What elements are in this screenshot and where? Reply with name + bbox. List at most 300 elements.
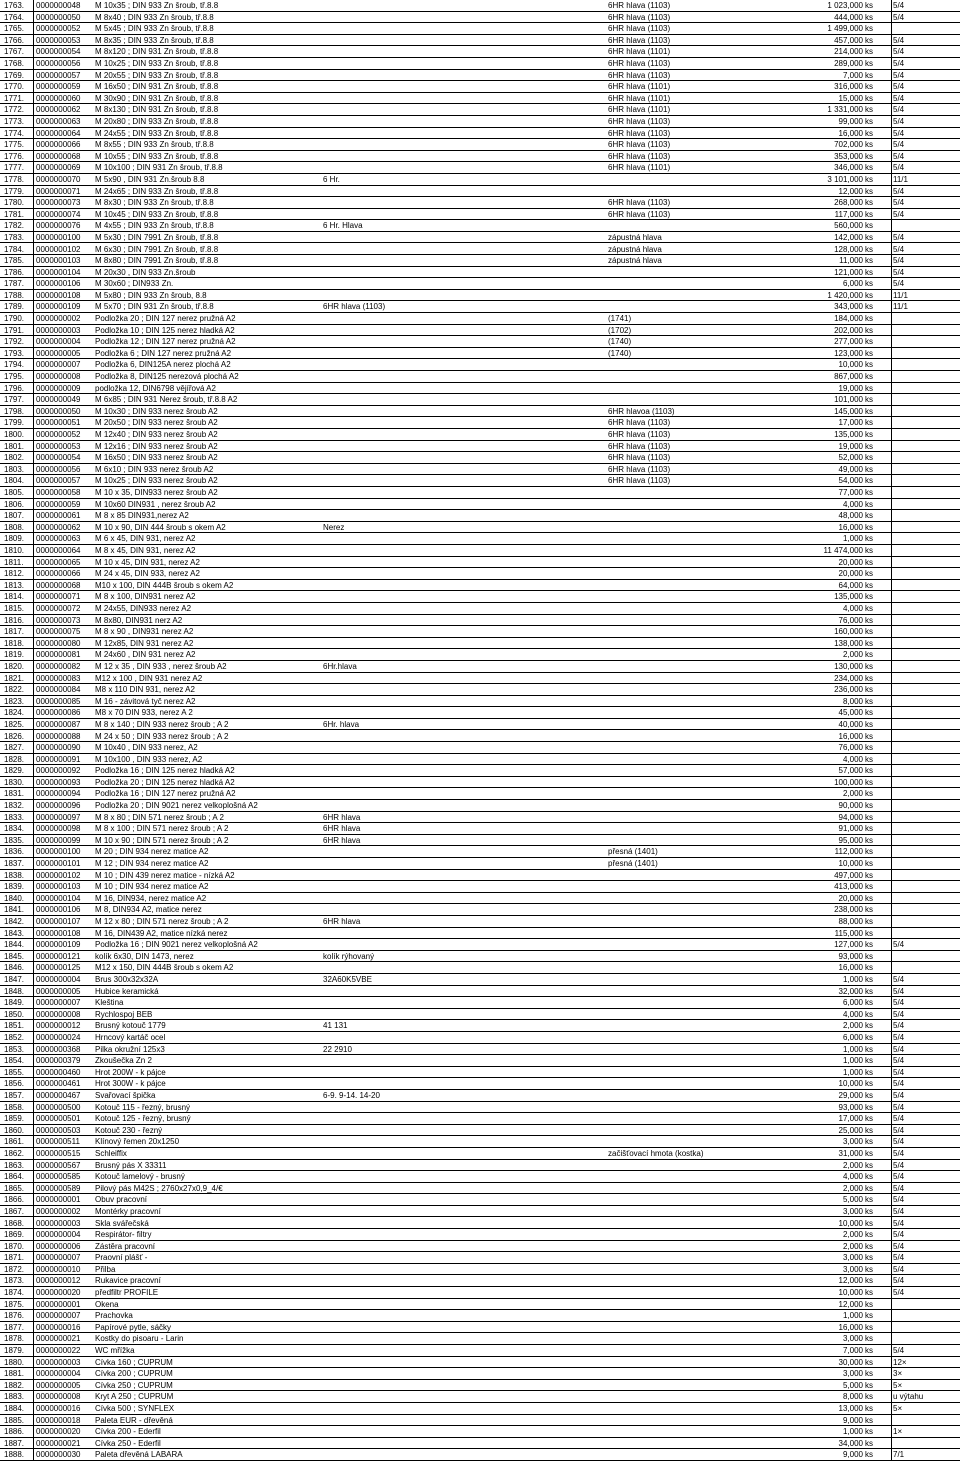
row-number: 1803. — [4, 464, 25, 474]
item-spec: 6HR hlava (1103) — [608, 128, 671, 138]
item-note: 5/4 — [893, 267, 905, 277]
item-code: 0000000007 — [36, 998, 81, 1008]
item-quantity: 413,000 — [834, 882, 863, 892]
item-quantity: 17,000 — [838, 1114, 863, 1124]
item-unit: ks — [865, 383, 873, 393]
item-note: 5/4 — [893, 1276, 905, 1286]
table-row — [0, 1345, 960, 1357]
item-unit: ks — [865, 673, 873, 683]
row-number: 1862. — [4, 1148, 25, 1158]
item-quantity: 4,000 — [842, 754, 863, 764]
item-description: Cívka 500 ; SYNFLEX — [95, 1404, 175, 1414]
item-code: 0000000515 — [36, 1148, 81, 1158]
row-number: 1796. — [4, 383, 25, 393]
item-quantity: 94,000 — [838, 812, 863, 822]
item-spec: 6HR hlava (1103) — [608, 1, 671, 10]
item-quantity: 6,000 — [842, 279, 863, 289]
item-code: 0000000016 — [36, 1322, 81, 1332]
item-quantity: 8,000 — [842, 696, 863, 706]
item-unit: ks — [865, 1021, 873, 1031]
item-note: 5/4 — [893, 1346, 905, 1356]
row-number: 1863. — [4, 1160, 25, 1170]
item-unit: ks — [865, 627, 873, 637]
row-number: 1886. — [4, 1427, 25, 1437]
item-unit: ks — [865, 1264, 873, 1274]
item-code: 0000000102 — [36, 244, 81, 254]
item-code: 0000000024 — [36, 1032, 81, 1042]
table-row — [0, 290, 960, 302]
item-unit: ks — [865, 812, 873, 822]
row-number: 1864. — [4, 1172, 25, 1182]
row-number: 1810. — [4, 545, 25, 555]
item-unit: ks — [865, 302, 873, 312]
item-description: Podložka 20 ; DIN 9021 nerez velkoplošná A2 — [95, 801, 258, 811]
item-extra: 41 131 — [323, 1021, 348, 1031]
item-unit: ks — [865, 244, 873, 254]
table-row — [0, 348, 960, 360]
item-code: 0000000008 — [36, 1392, 81, 1402]
row-number: 1812. — [4, 569, 25, 579]
item-note: 5/4 — [893, 1230, 905, 1240]
row-number: 1766. — [4, 35, 25, 45]
item-spec: 6HR hlava (1103) — [608, 140, 671, 150]
item-code: 0000000021 — [36, 1334, 81, 1344]
item-unit: ks — [865, 743, 873, 753]
row-number: 1860. — [4, 1125, 25, 1135]
table-row — [0, 696, 960, 708]
item-note: 11/1 — [893, 290, 908, 300]
item-code: 0000000054 — [36, 453, 81, 463]
item-description: M 10x25 ; DIN 933 nerez šroub A2 — [95, 476, 218, 486]
item-unit: ks — [865, 1438, 873, 1448]
item-code: 0000000096 — [36, 801, 81, 811]
item-unit: ks — [865, 1311, 873, 1321]
item-quantity: 11,000 — [839, 256, 863, 266]
item-unit: ks — [865, 847, 873, 857]
item-unit: ks — [865, 116, 873, 126]
row-number: 1811. — [4, 557, 24, 567]
row-number: 1778. — [4, 174, 25, 184]
row-number: 1790. — [4, 314, 25, 324]
item-note: 5/4 — [893, 1172, 905, 1182]
item-code: 0000000056 — [36, 58, 81, 68]
item-description: M 8x35 ; DIN 933 Zn šroub, tř.8.8 — [95, 35, 214, 45]
item-code: 0000000099 — [36, 835, 81, 845]
row-number: 1808. — [4, 522, 25, 532]
item-unit: ks — [865, 1137, 873, 1147]
item-unit: ks — [865, 638, 873, 648]
item-quantity: 160,000 — [834, 627, 863, 637]
table-row — [0, 603, 960, 615]
item-code: 0000000059 — [36, 499, 81, 509]
item-description: M12 x 150, DIN 444B šroub s okem A2 — [95, 963, 234, 973]
item-note: 5/4 — [893, 244, 905, 254]
item-code: 0000000094 — [36, 789, 81, 799]
item-description: M8 x 70 DIN 933, nerez A 2 — [95, 708, 193, 718]
item-description: M 10x100 , DIN 933 nerez, A2 — [95, 754, 203, 764]
row-number: 1847. — [4, 975, 25, 984]
item-unit: ks — [865, 24, 873, 34]
row-number: 1785. — [4, 256, 25, 266]
item-description: M 8 x 140 ; DIN 933 nerez šroub ; A 2 — [95, 719, 229, 729]
item-description: kolík 6x30, DIN 1473, nerez — [95, 951, 194, 961]
table-row — [0, 278, 960, 290]
table-row — [0, 615, 960, 627]
item-unit: ks — [865, 1299, 873, 1309]
item-quantity: 99,000 — [838, 116, 863, 126]
item-description: M 4x55 ; DIN 933 Zn šroub, tř.8.8 — [95, 221, 214, 231]
item-unit: ks — [865, 464, 873, 474]
table-row — [0, 1183, 960, 1195]
table-row — [0, 128, 960, 140]
item-quantity: 1,000 — [842, 1311, 863, 1321]
row-number: 1823. — [4, 696, 25, 706]
item-code: 0000000009 — [36, 383, 81, 393]
item-quantity: 76,000 — [838, 743, 863, 753]
item-code: 0000000065 — [36, 557, 81, 567]
item-code: 0000000059 — [36, 82, 81, 92]
item-unit: ks — [865, 580, 873, 590]
item-quantity: 12,000 — [838, 1276, 863, 1286]
item-quantity: 54,000 — [838, 476, 863, 486]
item-description: Podložka 16 ; DIN 127 nerez pružná A2 — [95, 789, 236, 799]
item-quantity: 268,000 — [834, 198, 863, 208]
row-number: 1797. — [4, 395, 25, 405]
item-description: M 12x85, DIN 931 nerez A2 — [95, 638, 194, 648]
row-number: 1879. — [4, 1346, 25, 1356]
item-code: 0000000104 — [36, 893, 81, 903]
item-description: M 5x70 ; DIN 931 Zn šroub, tř.8.8 — [95, 302, 214, 312]
item-code: 0000000062 — [36, 105, 81, 115]
item-spec: 6HR hlava (1103) — [608, 464, 671, 474]
item-code: 0000000050 — [36, 12, 81, 22]
table-row — [0, 1067, 960, 1079]
row-number: 1793. — [4, 348, 25, 358]
table-row — [0, 522, 960, 534]
row-number: 1800. — [4, 430, 25, 440]
table-row — [0, 46, 960, 58]
item-description: Paleta dřevěná LABARA — [95, 1450, 183, 1460]
item-quantity: 16,000 — [838, 1322, 863, 1332]
item-code: 0000000002 — [36, 1206, 81, 1216]
row-number: 1818. — [4, 638, 25, 648]
item-extra: 6HR hlava — [323, 812, 361, 822]
item-quantity: 1,000 — [842, 1044, 863, 1054]
table-row — [0, 1264, 960, 1276]
item-description: M 5x45 ; DIN 933 Zn šroub, tř.8.8 — [95, 24, 214, 34]
item-note: 5/4 — [893, 70, 905, 80]
item-note: 7/1 — [893, 1450, 905, 1460]
item-code: 0000000050 — [36, 406, 81, 416]
table-row — [0, 406, 960, 418]
item-unit: ks — [865, 128, 873, 138]
item-description: M 8 x 90 , DIN931 nerez A2 — [95, 627, 194, 637]
item-quantity: 3,000 — [842, 1334, 863, 1344]
item-quantity: 4,000 — [842, 1172, 863, 1182]
item-quantity: 88,000 — [838, 917, 863, 927]
item-unit: ks — [865, 1334, 873, 1344]
row-number: 1783. — [4, 232, 25, 242]
item-description: Brusný kotouč 1779 — [95, 1021, 166, 1031]
item-quantity: 7,000 — [842, 1346, 863, 1356]
table-row — [0, 580, 960, 592]
row-number: 1842. — [4, 917, 25, 927]
item-quantity: 17,000 — [838, 418, 863, 428]
table-row — [0, 244, 960, 256]
table-row — [0, 1241, 960, 1253]
item-extra: 32A60K5VBE — [323, 975, 372, 984]
item-unit: ks — [865, 1415, 873, 1425]
item-quantity: 457,000 — [834, 35, 863, 45]
item-code: 0000000087 — [36, 719, 81, 729]
item-description: Pilka okružní 125x3 — [95, 1044, 165, 1054]
item-unit: ks — [865, 174, 873, 184]
item-spec: (1740) — [608, 348, 632, 358]
item-description: Přilba — [95, 1264, 116, 1274]
table-row — [0, 1113, 960, 1125]
item-note: 5/4 — [893, 1206, 905, 1216]
item-code: 0000000005 — [36, 1380, 81, 1390]
table-row — [0, 661, 960, 673]
item-spec: 6HR hlava (1101) — [608, 82, 671, 92]
item-unit: ks — [865, 1206, 873, 1216]
item-unit: ks — [865, 1056, 873, 1066]
row-number: 1819. — [4, 650, 25, 660]
row-number: 1776. — [4, 151, 25, 161]
item-description: Hrot 200W - k pájce — [95, 1067, 166, 1077]
row-number: 1799. — [4, 418, 25, 428]
item-unit: ks — [865, 488, 873, 497]
item-note: 5/4 — [893, 1125, 905, 1135]
item-code: 0000000088 — [36, 731, 81, 741]
item-quantity: 10,000 — [838, 360, 863, 370]
item-code: 0000000057 — [36, 70, 81, 80]
item-quantity: 343,000 — [834, 302, 863, 312]
row-number: 1772. — [4, 105, 25, 115]
item-quantity: 16,000 — [838, 963, 863, 973]
item-note: 5/4 — [893, 940, 905, 950]
item-code: 0000000076 — [36, 221, 81, 231]
item-code: 0000000098 — [36, 824, 81, 834]
table-row — [0, 1044, 960, 1056]
item-description: Podložka 20 ; DIN 125 nerez hladká A2 — [95, 777, 235, 787]
row-number: 1825. — [4, 719, 25, 729]
item-quantity: 3,000 — [842, 1206, 863, 1216]
item-description: M 12 ; DIN 934 nerez matice A2 — [95, 859, 209, 869]
item-quantity: 4,000 — [842, 499, 863, 509]
item-quantity: 19,000 — [838, 383, 863, 393]
row-number: 1876. — [4, 1311, 25, 1321]
table-row — [0, 673, 960, 685]
item-description: Rychlospoj BEB — [95, 1009, 153, 1019]
item-quantity: 30,000 — [838, 1357, 863, 1367]
item-code: 0000000066 — [36, 140, 81, 150]
item-description: M 10x30 ; DIN 933 nerez šroub A2 — [95, 406, 218, 416]
row-number: 1763. — [4, 1, 25, 10]
item-quantity: 1,000 — [842, 1067, 863, 1077]
row-number: 1855. — [4, 1067, 25, 1077]
row-number: 1832. — [4, 801, 25, 811]
item-unit: ks — [865, 1253, 873, 1263]
item-quantity: 3,000 — [842, 1137, 863, 1147]
item-code: 0000000074 — [36, 209, 81, 219]
row-number: 1878. — [4, 1334, 25, 1344]
item-code: 0000000109 — [36, 302, 81, 312]
table-row — [0, 800, 960, 812]
item-quantity: 184,000 — [834, 314, 863, 324]
item-note: 5/4 — [893, 186, 905, 196]
row-number: 1850. — [4, 1009, 25, 1019]
table-row — [0, 116, 960, 128]
item-note: 12× — [893, 1357, 907, 1367]
item-code: 0000000083 — [36, 673, 81, 683]
item-description: Hrncový kartáč ocel — [95, 1032, 166, 1042]
item-unit: ks — [865, 998, 873, 1008]
item-quantity: 90,000 — [838, 801, 863, 811]
item-description: M 8 x 85 DIN931,nerez A2 — [95, 511, 189, 521]
table-row — [0, 255, 960, 267]
item-extra: kolík rýhovaný — [323, 951, 375, 961]
item-code: 0000000368 — [36, 1044, 81, 1054]
item-unit: ks — [865, 963, 873, 973]
item-description: M 10x100 ; DIN 931 Zn šroub, tř.8.8 — [95, 163, 223, 173]
item-code: 0000000585 — [36, 1172, 81, 1182]
item-unit: ks — [865, 1, 873, 10]
row-number: 1781. — [4, 209, 25, 219]
item-code: 0000000107 — [36, 917, 81, 927]
table-row — [0, 1136, 960, 1148]
item-description: Kotouč 125 - řezný, brusný — [95, 1114, 191, 1124]
item-quantity: 2,000 — [842, 650, 863, 660]
item-code: 0000000007 — [36, 360, 81, 370]
item-quantity: 1 420,000 — [827, 290, 863, 300]
row-number: 1877. — [4, 1322, 25, 1332]
table-row — [0, 35, 960, 47]
item-description: předfiltr PROFILE — [95, 1288, 159, 1298]
item-code: 0000000008 — [36, 1009, 81, 1019]
item-description: M 6x85 ; DIN 931 Nerez šroub, tř.8.8 A2 — [95, 395, 238, 405]
item-spec: 6HR hlavoa (1103) — [608, 406, 675, 416]
table-row — [0, 545, 960, 557]
row-number: 1831. — [4, 789, 25, 799]
row-number: 1853. — [4, 1044, 25, 1054]
item-description: Svařovací špička — [95, 1090, 156, 1100]
item-unit: ks — [865, 186, 873, 196]
table-row — [0, 162, 960, 174]
item-unit: ks — [865, 1392, 873, 1402]
item-quantity: 867,000 — [834, 372, 863, 382]
item-unit: ks — [865, 882, 873, 892]
item-quantity: 100,000 — [834, 777, 863, 787]
table-row — [0, 928, 960, 940]
item-code: 0000000048 — [36, 1, 81, 10]
item-code: 0000000018 — [36, 1415, 81, 1425]
item-unit: ks — [865, 1346, 873, 1356]
item-unit: ks — [865, 1125, 873, 1135]
item-quantity: 9,000 — [842, 1450, 863, 1460]
item-spec: 6HR hlava (1103) — [608, 151, 671, 161]
item-description: M 24x55 ; DIN 933 Zn šroub, tř.8.8 — [95, 128, 219, 138]
item-unit: ks — [865, 499, 873, 509]
item-quantity: 7,000 — [842, 70, 863, 80]
item-extra: 6HR hlava (1103) — [323, 302, 386, 312]
row-number: 1838. — [4, 870, 25, 880]
item-code: 0000000007 — [36, 1253, 81, 1263]
row-number: 1792. — [4, 337, 25, 347]
item-quantity: 31,000 — [838, 1148, 863, 1158]
item-quantity: 130,000 — [834, 661, 863, 671]
item-unit: ks — [865, 1357, 873, 1367]
item-quantity: 12,000 — [838, 1299, 863, 1309]
row-number: 1846. — [4, 963, 25, 973]
item-description: M 10x55 ; DIN 933 Zn šroub, tř.8.8 — [95, 151, 219, 161]
item-quantity: 1 331,000 — [827, 105, 863, 115]
item-description: Skla svářečská — [95, 1218, 149, 1228]
table-row — [0, 1380, 960, 1392]
row-number: 1784. — [4, 244, 25, 254]
row-number: 1817. — [4, 627, 25, 637]
table-row — [0, 1333, 960, 1345]
item-note: 5/4 — [893, 35, 905, 45]
table-row — [0, 568, 960, 580]
item-description: M 8x55 ; DIN 933 Zn šroub, tř.8.8 — [95, 140, 214, 150]
table-row — [0, 186, 960, 198]
item-quantity: 10,000 — [838, 1218, 863, 1228]
row-number: 1791. — [4, 325, 25, 335]
table-row — [0, 383, 960, 395]
table-row — [0, 151, 960, 163]
item-code: 0000000071 — [36, 592, 81, 602]
item-description: M 8x30 ; DIN 933 Zn šroub, tř.8.8 — [95, 198, 214, 208]
item-quantity: 76,000 — [838, 615, 863, 625]
table-row — [0, 1310, 960, 1322]
item-note: 11/1 — [893, 302, 908, 312]
item-description: M 6 x 45, DIN 931, nerez A2 — [95, 534, 196, 544]
item-code: 0000000093 — [36, 777, 81, 787]
item-quantity: 5,000 — [842, 1380, 863, 1390]
row-number: 1814. — [4, 592, 25, 602]
item-unit: ks — [865, 951, 873, 961]
item-unit: ks — [865, 754, 873, 764]
item-quantity: 3,000 — [842, 1369, 863, 1379]
item-unit: ks — [865, 314, 873, 324]
row-number: 1828. — [4, 754, 25, 764]
item-note: 5/4 — [893, 256, 905, 266]
item-unit: ks — [865, 986, 873, 996]
item-quantity: 6,000 — [842, 1032, 863, 1042]
item-quantity: 238,000 — [834, 905, 863, 915]
item-unit: ks — [865, 372, 873, 382]
item-unit: ks — [865, 1404, 873, 1414]
item-unit: ks — [865, 348, 873, 358]
item-unit: ks — [865, 140, 873, 150]
item-description: M 16 - závitová tyč nerez A2 — [95, 696, 196, 706]
table-row — [0, 93, 960, 105]
table-row — [0, 1102, 960, 1114]
item-code: 0000000022 — [36, 1346, 81, 1356]
item-description: Paleta EUR - dřevěná — [95, 1415, 173, 1425]
table-row — [0, 812, 960, 824]
table-row — [0, 1299, 960, 1311]
item-code: 0000000103 — [36, 882, 81, 892]
item-description: M 8x130 ; DIN 931 Zn šroub, tř.8.8 — [95, 105, 219, 115]
row-number: 1807. — [4, 511, 25, 521]
table-row — [0, 1322, 960, 1334]
item-quantity: 5,000 — [842, 1195, 863, 1205]
row-number: 1782. — [4, 221, 25, 231]
item-description: M 10 x 90, DIN 444 šroub s okem A2 — [95, 522, 226, 532]
row-number: 1881. — [4, 1369, 25, 1379]
